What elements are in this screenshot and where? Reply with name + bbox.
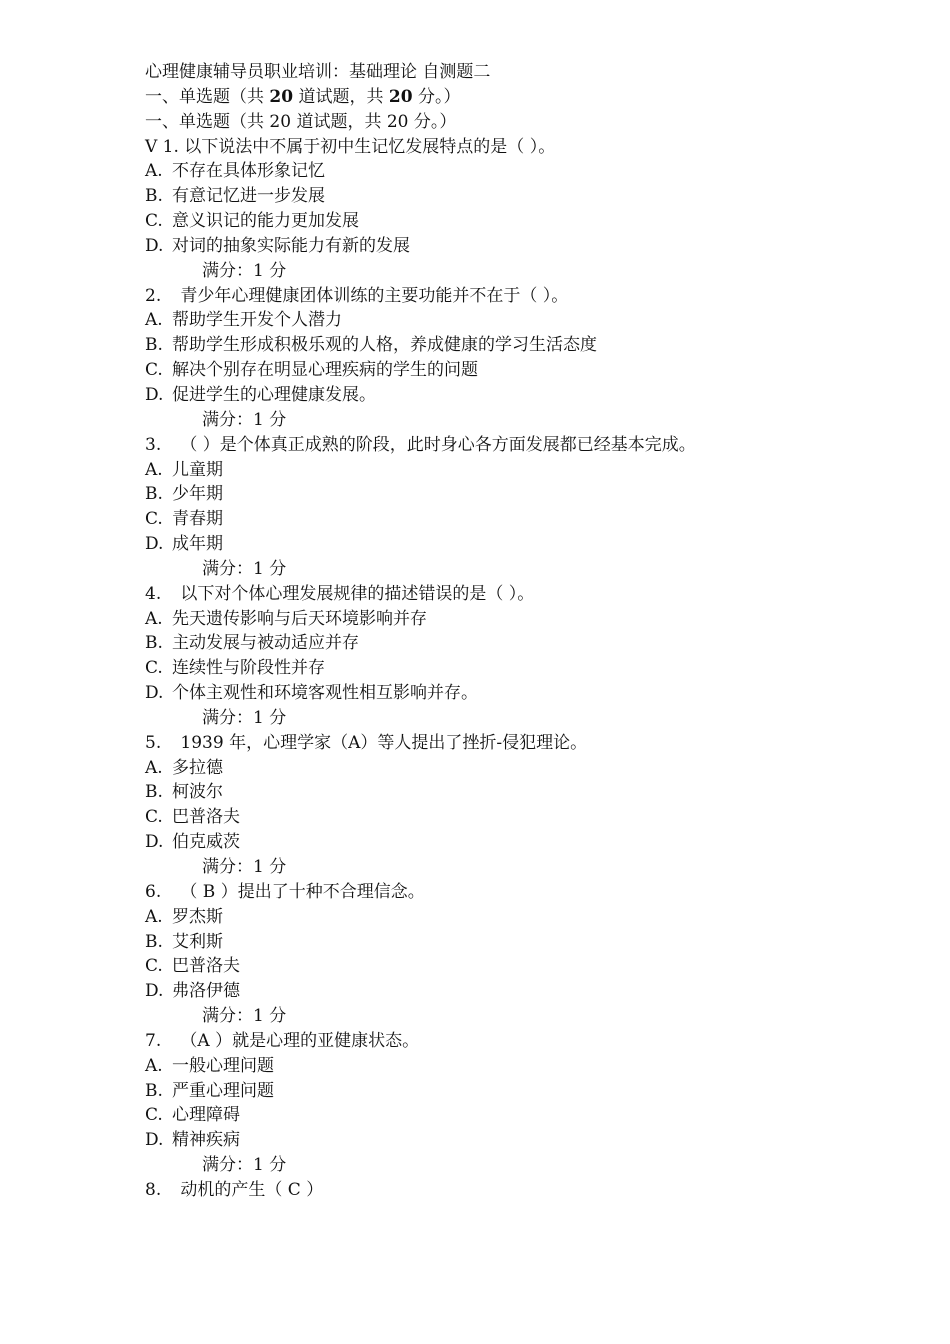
question-stem — [145, 1178, 845, 1203]
option-letter: C. — [145, 807, 163, 828]
section-heading: 一、单选题（共 20 道试题，共 20 分。） — [145, 111, 457, 132]
option-text: 成年期 — [172, 534, 223, 555]
option-text: 促进学生的心理健康发展。 — [172, 384, 376, 405]
option-item — [145, 532, 845, 557]
option-item — [145, 954, 845, 979]
score-line: 满分：1 分 — [202, 857, 287, 877]
question-stem — [145, 135, 845, 160]
option-letter: A. — [145, 757, 163, 778]
option-text: 主动发展与被动适应并存 — [172, 633, 359, 654]
option-item — [145, 458, 845, 483]
score-line: 满分：1 分 — [202, 409, 287, 430]
question-stem — [145, 880, 845, 905]
option-text: 严重心理问题 — [172, 1080, 274, 1101]
option-letter: C. — [145, 956, 163, 977]
option-item — [145, 805, 845, 830]
option-item — [145, 234, 845, 259]
option-letter: A. — [145, 459, 163, 480]
option-text: 艾利斯 — [172, 931, 223, 952]
question-text: 动机的产生（ C ） — [175, 1179, 324, 1200]
question-number: 6. — [145, 881, 162, 902]
option-text: 解决个别存在明显心理疾病的学生的问题 — [172, 360, 478, 381]
question-block — [145, 284, 845, 433]
option-text: 意义识记的能力更加发展 — [172, 211, 359, 232]
option-letter: D. — [145, 832, 164, 853]
option-letter: A. — [145, 608, 163, 629]
option-letter: B. — [145, 335, 163, 356]
option-item — [145, 383, 845, 408]
option-letter: B. — [145, 782, 163, 803]
option-text: 罗杰斯 — [172, 906, 223, 927]
option-item — [145, 905, 845, 930]
option-item — [145, 656, 845, 681]
option-letter: A. — [145, 310, 163, 331]
option-item — [145, 209, 845, 234]
section-suffix: 分。） — [412, 86, 461, 107]
document-title: 心理健康辅导员职业培训：基础理论 自测题二 — [145, 62, 491, 82]
question-block — [145, 880, 845, 1029]
option-letter: A. — [145, 161, 163, 182]
option-item — [145, 184, 845, 209]
question-text: （A ）就是心理的亚健康状态。 — [175, 1030, 420, 1051]
option-letter: D. — [145, 235, 164, 256]
question-block — [145, 582, 845, 731]
option-item — [145, 1103, 845, 1128]
score-line: 满分：1 分 — [202, 1155, 287, 1176]
question-number: 2. — [145, 285, 162, 306]
option-text: 帮助学生开发个人潜力 — [172, 310, 342, 331]
option-item — [145, 607, 845, 632]
option-item — [145, 1079, 845, 1104]
question-text: 青少年心理健康团体训练的主要功能并不在于（ ）。 — [175, 285, 569, 306]
option-item — [145, 930, 845, 955]
option-text: 弗洛伊德 — [172, 981, 240, 1002]
option-letter: B. — [145, 633, 163, 654]
option-item — [145, 979, 845, 1004]
option-text: 帮助学生形成积极乐观的人格，养成健康的学习生活态度 — [172, 335, 597, 356]
score-line: 满分：1 分 — [202, 707, 287, 728]
option-text: 巴普洛夫 — [172, 956, 240, 977]
option-letter: A. — [145, 1055, 163, 1076]
question-count: 20 — [269, 86, 294, 107]
option-letter: C. — [145, 509, 163, 530]
option-letter: D. — [145, 1130, 164, 1151]
option-text: 有意记忆进一步发展 — [172, 186, 325, 207]
option-text: 巴普洛夫 — [172, 807, 240, 828]
question-number: V 1. — [145, 136, 179, 157]
question-text: 以下对个体心理发展规律的描述错误的是（ ）。 — [175, 583, 535, 604]
option-letter: B. — [145, 186, 163, 207]
section-prefix: 一、单选题（共 — [145, 86, 270, 107]
question-stem — [145, 433, 845, 458]
question-number: 4. — [145, 583, 162, 604]
option-item — [145, 756, 845, 781]
option-letter: D. — [145, 981, 164, 1002]
option-item — [145, 1054, 845, 1079]
option-item — [145, 358, 845, 383]
question-number: 7. — [145, 1030, 162, 1051]
option-text: 伯克威茨 — [172, 832, 240, 853]
option-text: 连续性与阶段性并存 — [172, 658, 325, 679]
question-block — [145, 731, 845, 880]
total-points: 20 — [388, 86, 413, 107]
option-item — [145, 780, 845, 805]
option-item — [145, 830, 845, 855]
option-item — [145, 507, 845, 532]
option-item — [145, 159, 845, 184]
question-number: 5. — [145, 732, 162, 753]
question-stem — [145, 731, 845, 756]
option-text: 柯波尔 — [172, 782, 223, 803]
option-letter: C. — [145, 360, 163, 381]
option-letter: B. — [145, 484, 163, 505]
question-block — [145, 1178, 845, 1203]
question-number: 3. — [145, 434, 162, 455]
option-text: 心理障碍 — [172, 1105, 240, 1126]
option-letter: D. — [145, 683, 164, 704]
option-letter: D. — [145, 534, 164, 555]
question-block — [145, 135, 845, 284]
score-line: 满分：1 分 — [202, 260, 287, 281]
option-letter: C. — [145, 658, 163, 679]
option-text: 儿童期 — [172, 459, 223, 480]
option-text: 先天遗传影响与后天环境影响并存 — [172, 608, 427, 629]
option-letter: C. — [145, 1105, 163, 1126]
question-text: （ B ）提出了十种不合理信念。 — [175, 881, 425, 902]
option-item — [145, 1128, 845, 1153]
option-text: 多拉德 — [172, 757, 223, 778]
option-letter: B. — [145, 1080, 163, 1101]
option-letter: A. — [145, 906, 163, 927]
question-stem — [145, 284, 845, 309]
question-text: 1939 年，心理学家（A）等人提出了挫折-侵犯理论。 — [175, 732, 588, 753]
section-heading-bold — [145, 85, 845, 110]
question-number: 8. — [145, 1179, 162, 1200]
option-text: 精神疾病 — [172, 1130, 240, 1151]
section-mid: 道试题，共 — [293, 86, 389, 107]
score-line: 满分：1 分 — [202, 1006, 287, 1027]
option-item — [145, 333, 845, 358]
option-item — [145, 631, 845, 656]
question-text: （ ）是个体真正成熟的阶段，此时身心各方面发展都已经基本完成。 — [175, 434, 696, 455]
option-text: 青春期 — [172, 509, 223, 530]
option-item — [145, 482, 845, 507]
question-block — [145, 433, 845, 582]
option-text: 不存在具体形象记忆 — [172, 161, 325, 182]
option-text: 个体主观性和环境客观性相互影响并存。 — [172, 683, 478, 704]
option-letter: D. — [145, 384, 164, 405]
option-text: 对词的抽象实际能力有新的发展 — [172, 235, 410, 256]
option-item — [145, 308, 845, 333]
option-text: 少年期 — [172, 484, 223, 505]
question-stem — [145, 582, 845, 607]
option-letter: C. — [145, 211, 163, 232]
score-line: 满分：1 分 — [202, 558, 287, 579]
option-letter: B. — [145, 931, 163, 952]
question-block — [145, 1029, 845, 1178]
option-item — [145, 681, 845, 706]
question-text: 以下说法中不属于初中生记忆发展特点的是（ ）。 — [178, 136, 556, 157]
document-content — [145, 60, 845, 1203]
question-stem — [145, 1029, 845, 1054]
option-text: 一般心理问题 — [172, 1055, 274, 1076]
